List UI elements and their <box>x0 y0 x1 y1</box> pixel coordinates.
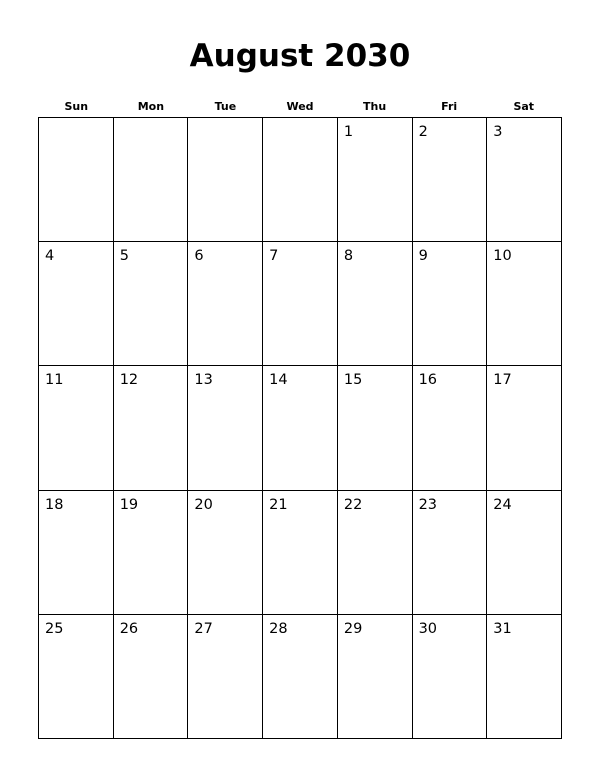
day-cell[interactable] <box>413 118 488 242</box>
calendar-title: August 2030 <box>189 38 411 74</box>
day-cell[interactable] <box>487 242 562 366</box>
day-number: 7 <box>269 248 279 265</box>
day-number: 11 <box>45 372 64 389</box>
day-cell[interactable] <box>487 366 562 490</box>
weekday-header-row <box>39 99 561 115</box>
day-cell[interactable] <box>263 491 338 615</box>
day-number: 24 <box>493 496 512 513</box>
day-cell[interactable] <box>263 242 338 366</box>
day-number: 14 <box>269 372 288 389</box>
day-number: 27 <box>194 620 213 637</box>
day-cell[interactable] <box>263 118 338 242</box>
day-number: 1 <box>343 124 354 140</box>
day-number: 31 <box>493 620 512 637</box>
day-cell[interactable] <box>114 615 189 739</box>
weekday-sat: Sat <box>513 100 535 113</box>
day-number: 9 <box>418 248 428 265</box>
day-number: 6 <box>194 248 204 265</box>
day-cell[interactable] <box>487 491 562 615</box>
day-cell[interactable] <box>338 491 413 615</box>
day-cell[interactable] <box>487 118 562 242</box>
day-number: 17 <box>493 372 512 389</box>
day-cell[interactable] <box>413 366 488 490</box>
day-cell[interactable] <box>338 615 413 739</box>
day-cell[interactable] <box>188 615 263 739</box>
day-cell[interactable] <box>338 118 413 242</box>
day-number: 16 <box>418 372 438 389</box>
day-number: 5 <box>119 248 129 265</box>
day-cell[interactable] <box>413 242 488 366</box>
weekday-wed: Wed <box>286 100 314 113</box>
day-number: 19 <box>119 496 139 513</box>
day-number: 4 <box>45 248 55 265</box>
weekday-thu: Thu <box>363 100 387 113</box>
day-cell[interactable] <box>114 242 189 366</box>
day-cell[interactable] <box>338 366 413 490</box>
day-cell[interactable] <box>114 118 189 242</box>
day-number: 10 <box>493 248 512 265</box>
day-number: 3 <box>493 124 503 140</box>
day-number: 20 <box>194 496 213 513</box>
calendar-grid <box>38 117 562 739</box>
day-number: 25 <box>45 620 64 637</box>
day-number: 13 <box>194 372 213 389</box>
day-number: 12 <box>119 372 139 389</box>
day-number: 29 <box>343 620 363 637</box>
day-number: 2 <box>418 124 428 140</box>
day-cell[interactable] <box>263 366 338 490</box>
weekday-fri: Fri <box>441 100 458 113</box>
day-number: 8 <box>343 248 354 265</box>
day-cell[interactable] <box>114 366 189 490</box>
day-cell[interactable] <box>114 491 189 615</box>
day-number: 18 <box>45 496 64 513</box>
day-cell[interactable] <box>39 118 114 242</box>
day-number: 28 <box>269 620 288 637</box>
day-cell[interactable] <box>39 366 114 490</box>
day-number: 26 <box>119 620 139 637</box>
day-cell[interactable] <box>413 491 488 615</box>
day-cell[interactable] <box>188 242 263 366</box>
day-cell[interactable] <box>338 242 413 366</box>
day-number: 30 <box>418 620 438 637</box>
day-number: 21 <box>269 496 288 513</box>
weekday-tue: Tue <box>214 100 237 113</box>
weekday-mon: Mon <box>137 100 165 113</box>
day-number: 15 <box>343 372 363 389</box>
day-number: 23 <box>418 496 438 513</box>
day-cell[interactable] <box>188 491 263 615</box>
day-cell[interactable] <box>39 242 114 366</box>
day-cell[interactable] <box>487 615 562 739</box>
day-number: 22 <box>343 496 363 513</box>
day-cell[interactable] <box>39 491 114 615</box>
day-cell[interactable] <box>188 366 263 490</box>
day-cell[interactable] <box>263 615 338 739</box>
day-cell[interactable] <box>39 615 114 739</box>
weekday-sun: Sun <box>64 100 89 113</box>
day-cell[interactable] <box>188 118 263 242</box>
day-cell[interactable] <box>413 615 488 739</box>
